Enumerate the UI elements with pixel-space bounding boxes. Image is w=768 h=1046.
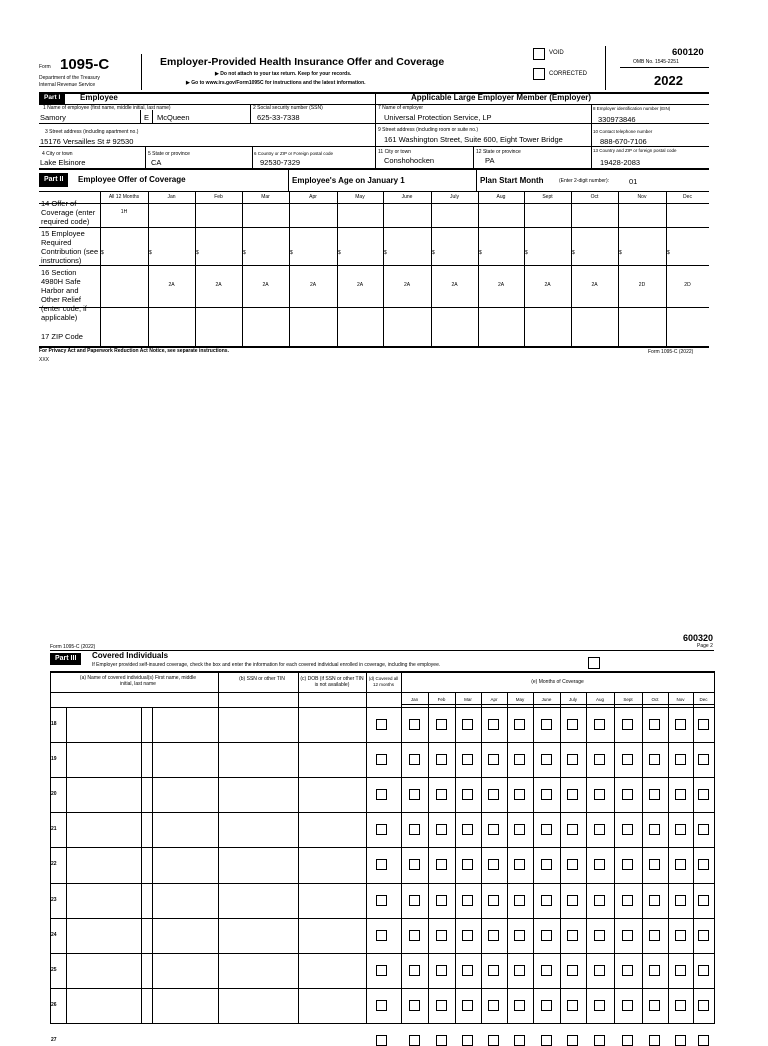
month-coverage-checkbox[interactable]	[622, 754, 633, 765]
month-coverage-checkbox[interactable]	[436, 1000, 447, 1011]
row15-dollar[interactable]: $	[290, 250, 293, 256]
employee-first-name[interactable]: Samory	[40, 113, 66, 122]
part3-month-1: Feb	[437, 697, 446, 702]
row-number: 22	[51, 861, 57, 867]
irs-label: Internal Revenue Service	[39, 82, 96, 88]
month-coverage-checkbox[interactable]	[436, 789, 447, 800]
row15-dollar[interactable]: $	[196, 250, 199, 256]
month-coverage-checkbox[interactable]	[436, 965, 447, 976]
month-coverage-checkbox[interactable]	[675, 859, 686, 870]
month-coverage-checkbox[interactable]	[594, 789, 605, 800]
row15-dollar[interactable]: $	[479, 250, 482, 256]
month-coverage-checkbox[interactable]	[462, 859, 473, 870]
month-coverage-checkbox[interactable]	[567, 824, 578, 835]
month-coverage-checkbox[interactable]	[698, 1035, 709, 1046]
covered-all-12-checkbox[interactable]	[376, 824, 387, 835]
plan-start-month[interactable]: 01	[629, 177, 638, 186]
month-coverage-checkbox[interactable]	[649, 1035, 660, 1046]
month-coverage-checkbox[interactable]	[649, 859, 660, 870]
row17-cell[interactable]	[195, 308, 242, 345]
row-number: 27	[51, 1037, 57, 1043]
covered-all-12-checkbox[interactable]	[376, 930, 387, 941]
part3-instruction: If Employer provided self-insured coverage, check the box and enter the information for each covered individual enrolled in coverage, including the employee.	[92, 662, 441, 668]
employee-last-name[interactable]: McQueen	[157, 113, 190, 122]
row-number: 26	[51, 1002, 57, 1008]
month-coverage-checkbox[interactable]	[541, 859, 552, 870]
dept-treasury: Department of the Treasury	[39, 75, 100, 81]
covered-all-12-checkbox[interactable]	[376, 965, 387, 976]
covered-all-12-checkbox[interactable]	[376, 789, 387, 800]
row15-dollar[interactable]: $	[338, 250, 341, 256]
tax-year: 2022	[654, 73, 683, 88]
row15-dollar[interactable]: $	[101, 250, 104, 256]
month-coverage-checkbox[interactable]	[698, 824, 709, 835]
month-coverage-checkbox[interactable]	[675, 965, 686, 976]
month-coverage-checkbox[interactable]	[622, 930, 633, 941]
month-coverage-checkbox[interactable]	[541, 789, 552, 800]
month-coverage-checkbox[interactable]	[594, 824, 605, 835]
month-coverage-checkbox[interactable]	[462, 1000, 473, 1011]
month-coverage-checkbox[interactable]	[514, 1000, 525, 1011]
part2-label: Part II	[39, 173, 68, 187]
attach-note: ▶ Do not attach to your tax return. Keep for your records.	[215, 71, 352, 77]
month-coverage-checkbox[interactable]	[622, 1000, 633, 1011]
month-coverage-checkbox[interactable]	[594, 965, 605, 976]
form-code: 600120	[672, 47, 704, 58]
month-coverage-checkbox[interactable]	[488, 754, 499, 765]
month-header-3: Mar	[261, 194, 270, 200]
month-coverage-checkbox[interactable]	[622, 1035, 633, 1046]
month-coverage-checkbox[interactable]	[541, 1035, 552, 1046]
month-coverage-checkbox[interactable]	[649, 789, 660, 800]
month-coverage-checkbox[interactable]	[649, 965, 660, 976]
month-coverage-checkbox[interactable]	[675, 930, 686, 941]
month-coverage-checkbox[interactable]	[409, 1000, 420, 1011]
month-coverage-checkbox[interactable]	[594, 719, 605, 730]
month-coverage-checkbox[interactable]	[488, 1000, 499, 1011]
month-coverage-checkbox[interactable]	[649, 824, 660, 835]
row16-cell[interactable]: 2A	[168, 282, 175, 288]
row17-cell[interactable]	[618, 308, 666, 345]
month-coverage-checkbox[interactable]	[567, 930, 578, 941]
covered-all-12-checkbox[interactable]	[376, 754, 387, 765]
field2-label: 2 Social security number (SSN)	[253, 105, 323, 111]
month-coverage-checkbox[interactable]	[675, 789, 686, 800]
month-coverage-checkbox[interactable]	[594, 859, 605, 870]
row16-cell[interactable]: 2A	[309, 282, 317, 288]
row16-cell[interactable]: 2A	[262, 282, 269, 288]
part3-label: Part III	[50, 653, 81, 665]
month-coverage-checkbox[interactable]	[698, 789, 709, 800]
row14-label: 14 Offer of Coverage (enter required code)	[41, 199, 96, 226]
employer-city[interactable]: Conshohocken	[384, 156, 435, 165]
footer-form: Form 1095-C (2022)	[648, 349, 694, 355]
month-coverage-checkbox[interactable]	[622, 859, 633, 870]
month-coverage-checkbox[interactable]	[594, 754, 605, 765]
month-header-5: May	[355, 194, 365, 200]
col-d-header: (d) Covered all 12 months	[368, 676, 399, 687]
month-coverage-checkbox[interactable]	[698, 859, 709, 870]
month-coverage-checkbox[interactable]	[488, 930, 499, 941]
month-coverage-checkbox[interactable]	[462, 824, 473, 835]
employer-street-address[interactable]: 161 Washington Street, Suite 600, Eight Tower Bridge	[384, 135, 563, 144]
row14-cell[interactable]: 1H	[120, 209, 128, 215]
row15-dollar[interactable]: $	[619, 250, 622, 256]
month-coverage-checkbox[interactable]	[488, 1035, 499, 1046]
month-coverage-checkbox[interactable]	[567, 789, 578, 800]
month-header-9: Sept	[542, 194, 553, 200]
part3-month-2: Mar	[464, 697, 472, 702]
employee-heading: Employee	[80, 93, 118, 102]
row17-cell[interactable]	[431, 308, 478, 345]
employee-city[interactable]: Lake Elsinore	[40, 158, 86, 167]
month-coverage-checkbox[interactable]	[541, 1000, 552, 1011]
month-header-6: June	[401, 194, 413, 200]
month-coverage-checkbox[interactable]	[436, 754, 447, 765]
month-coverage-checkbox[interactable]	[436, 824, 447, 835]
row17-cell[interactable]	[289, 308, 337, 345]
month-coverage-checkbox[interactable]	[409, 930, 420, 941]
row17-label: 17 ZIP Code	[41, 332, 83, 341]
month-coverage-checkbox[interactable]	[541, 965, 552, 976]
form-number: 1095-C	[60, 56, 110, 73]
row17-cell[interactable]	[478, 308, 524, 345]
employer-ein[interactable]: 330973846	[598, 115, 636, 124]
page2-number: Page 2	[697, 643, 713, 649]
corrected-label: CORRECTED	[549, 71, 588, 77]
row16-cell[interactable]: 2D	[684, 282, 691, 288]
col-b-header: (b) SSN or other TIN	[239, 676, 285, 682]
field11-label: 11 City or town	[378, 149, 411, 155]
month-coverage-checkbox[interactable]	[649, 754, 660, 765]
month-coverage-checkbox[interactable]	[409, 965, 420, 976]
month-coverage-checkbox[interactable]	[541, 930, 552, 941]
part3-month-5: June	[541, 697, 552, 702]
row17-cell[interactable]	[571, 308, 618, 345]
month-header-4: Apr	[309, 194, 317, 200]
part3-month-3: Apr	[490, 697, 498, 702]
col-c-header: (c) DOB (if SSN or other TIN is not available)	[300, 676, 364, 688]
employer-state[interactable]: PA	[485, 156, 495, 165]
month-coverage-checkbox[interactable]	[622, 895, 633, 906]
field9-label: 9 Street address (including room or suite no.)	[378, 127, 479, 133]
month-coverage-checkbox[interactable]	[488, 965, 499, 976]
col-e-header: (e) Months of Coverage	[531, 679, 584, 685]
month-coverage-checkbox[interactable]	[462, 1035, 473, 1046]
month-coverage-checkbox[interactable]	[698, 719, 709, 730]
month-coverage-checkbox[interactable]	[514, 895, 525, 906]
employer-heading: Applicable Large Employer Member (Employer)	[411, 93, 592, 102]
part3-month-4: May	[515, 697, 525, 702]
part3-month-11: Dec	[699, 697, 708, 702]
plan-start-heading: Plan Start Month	[480, 176, 544, 185]
row17-cell[interactable]	[666, 308, 709, 345]
covered-all-12-checkbox[interactable]	[376, 1000, 387, 1011]
month-coverage-checkbox[interactable]	[488, 859, 499, 870]
row16-cell[interactable]: 2A	[215, 282, 222, 288]
month-coverage-checkbox[interactable]	[488, 789, 499, 800]
month-coverage-checkbox[interactable]	[409, 754, 420, 765]
row17-cell[interactable]	[524, 308, 571, 345]
month-coverage-checkbox[interactable]	[675, 824, 686, 835]
row-number: 20	[51, 791, 57, 797]
month-coverage-checkbox[interactable]	[567, 1000, 578, 1011]
month-coverage-checkbox[interactable]	[594, 1035, 605, 1046]
month-coverage-checkbox[interactable]	[622, 824, 633, 835]
void-label: VOID	[549, 50, 564, 56]
month-coverage-checkbox[interactable]	[622, 965, 633, 976]
employer-name[interactable]: Universal Protection Service, LP	[384, 113, 492, 122]
month-coverage-checkbox[interactable]	[675, 1000, 686, 1011]
month-coverage-checkbox[interactable]	[675, 1035, 686, 1046]
month-coverage-checkbox[interactable]	[462, 789, 473, 800]
month-coverage-checkbox[interactable]	[409, 789, 420, 800]
row16-cell[interactable]: 2A	[451, 282, 458, 288]
month-coverage-checkbox[interactable]	[409, 1035, 420, 1046]
part3-month-7: Aug	[595, 697, 604, 702]
month-coverage-checkbox[interactable]	[462, 754, 473, 765]
field8-label: 8 Employer identification number (EIN)	[593, 106, 671, 111]
month-coverage-checkbox[interactable]	[462, 719, 473, 730]
row15-dollar[interactable]: $	[572, 250, 575, 256]
row17-cell[interactable]	[148, 308, 195, 345]
month-coverage-checkbox[interactable]	[488, 824, 499, 835]
website-note: ▶ Go to www.irs.gov/Form1095C for instructions and the latest information.	[186, 80, 366, 86]
month-coverage-checkbox[interactable]	[514, 965, 525, 976]
omb-number: OMB No. 1545-2251	[633, 59, 679, 65]
month-coverage-checkbox[interactable]	[567, 965, 578, 976]
row17-cell[interactable]	[337, 308, 383, 345]
row15-dollar[interactable]: $	[243, 250, 246, 256]
covered-all-12-checkbox[interactable]	[376, 859, 387, 870]
field5-label: 5 State or province	[148, 151, 190, 157]
month-coverage-checkbox[interactable]	[649, 1000, 660, 1011]
month-coverage-checkbox[interactable]	[462, 965, 473, 976]
covered-all-12-checkbox[interactable]	[376, 719, 387, 730]
month-header-11: Nov	[637, 194, 647, 200]
field3-label: 3 Street address (including apartment no.)	[45, 129, 139, 135]
part3-month-0: Jan	[410, 697, 419, 702]
form-label: Form	[39, 64, 51, 70]
month-coverage-checkbox[interactable]	[436, 1035, 447, 1046]
month-coverage-checkbox[interactable]	[698, 1000, 709, 1011]
month-header-7: July	[450, 194, 459, 200]
month-coverage-checkbox[interactable]	[649, 895, 660, 906]
month-coverage-checkbox[interactable]	[567, 895, 578, 906]
row16-cell[interactable]: 2A	[544, 282, 551, 288]
month-coverage-checkbox[interactable]	[622, 719, 633, 730]
month-coverage-checkbox[interactable]	[698, 754, 709, 765]
employee-state[interactable]: CA	[151, 158, 162, 167]
month-coverage-checkbox[interactable]	[541, 754, 552, 765]
month-coverage-checkbox[interactable]	[698, 895, 709, 906]
row16-cell[interactable]: 2A	[356, 282, 364, 288]
month-coverage-checkbox[interactable]	[488, 719, 499, 730]
page2-form-label: Form 1095-C (2022)	[50, 644, 96, 650]
privacy-notice: For Privacy Act and Paperwork Reduction Act Notice, see separate instructions.	[39, 348, 229, 354]
month-coverage-checkbox[interactable]	[675, 895, 686, 906]
month-header-0: All 12 Months	[108, 194, 140, 200]
month-coverage-checkbox[interactable]	[436, 719, 447, 730]
field7-label: 7 Name of employer	[378, 105, 424, 111]
plan-start-hint: (Enter 2-digit number):	[559, 178, 610, 184]
form-title: Employer-Provided Health Insurance Offer and Coverage	[160, 56, 445, 68]
field1-label: 1 Name of employee (first name, middle initial, last name)	[43, 105, 171, 111]
employee-middle-initial[interactable]: E	[144, 113, 150, 122]
month-coverage-checkbox[interactable]	[622, 789, 633, 800]
field10-label: 10 Contact telephone number	[593, 129, 653, 134]
month-coverage-checkbox[interactable]	[514, 930, 525, 941]
part3-month-10: Nov	[676, 697, 685, 702]
part3-month-9: Oct	[651, 697, 659, 702]
month-coverage-checkbox[interactable]	[514, 824, 525, 835]
employee-zip[interactable]: 92530-7329	[260, 158, 301, 167]
part3-month-6: July	[568, 697, 577, 702]
row-number: 24	[51, 932, 57, 938]
row15-dollar[interactable]: $	[667, 250, 670, 256]
field6-label: 6 Country or ZIP or Foreign postal code	[254, 151, 333, 156]
month-coverage-checkbox[interactable]	[541, 719, 552, 730]
month-coverage-checkbox[interactable]	[567, 719, 578, 730]
month-coverage-checkbox[interactable]	[436, 895, 447, 906]
row16-cell[interactable]: 2A	[591, 282, 598, 288]
month-coverage-checkbox[interactable]	[514, 859, 525, 870]
covered-all-12-checkbox[interactable]	[376, 1035, 387, 1046]
month-coverage-checkbox[interactable]	[649, 930, 660, 941]
month-coverage-checkbox[interactable]	[409, 824, 420, 835]
part1-label: Part I	[39, 92, 65, 104]
row-number: 18	[51, 721, 57, 727]
row15-dollar[interactable]: $	[432, 250, 435, 256]
month-coverage-checkbox[interactable]	[514, 789, 525, 800]
covered-all-12-checkbox[interactable]	[376, 895, 387, 906]
month-coverage-checkbox[interactable]	[567, 754, 578, 765]
month-coverage-checkbox[interactable]	[488, 895, 499, 906]
month-header-12: Dec	[683, 194, 692, 200]
month-header-8: Aug	[496, 194, 506, 200]
row17-cell[interactable]	[100, 308, 148, 345]
corrected-checkbox[interactable]	[533, 68, 545, 80]
employer-zip[interactable]: 19428-2083	[600, 158, 641, 167]
covered-heading: Covered Individuals	[92, 651, 169, 660]
month-coverage-checkbox[interactable]	[514, 1035, 525, 1046]
void-checkbox[interactable]	[533, 48, 545, 60]
employee-ssn[interactable]: 625-33-7338	[257, 113, 300, 122]
month-coverage-checkbox[interactable]	[567, 1035, 578, 1046]
month-coverage-checkbox[interactable]	[462, 930, 473, 941]
page2-code: 600320	[683, 633, 714, 643]
row15-dollar[interactable]: $	[149, 250, 152, 256]
month-coverage-checkbox[interactable]	[698, 930, 709, 941]
row15-dollar[interactable]: $	[525, 250, 528, 256]
row16-cell[interactable]: 2A	[403, 282, 411, 288]
month-header-2: Feb	[214, 194, 223, 200]
xxx-label: XXX	[39, 357, 50, 363]
month-coverage-checkbox[interactable]	[409, 895, 420, 906]
age-heading: Employee's Age on January 1	[292, 176, 405, 185]
employer-phone[interactable]: 888-670-7106	[600, 137, 647, 146]
month-coverage-checkbox[interactable]	[675, 719, 686, 730]
field12-label: 12 State or province	[476, 149, 521, 155]
month-coverage-checkbox[interactable]	[436, 930, 447, 941]
field4-label: 4 City or town	[42, 151, 73, 157]
month-header-1: Jan	[167, 194, 176, 200]
month-coverage-checkbox[interactable]	[567, 859, 578, 870]
row15-label: 15 Employee Required Contribution (see instructions)	[41, 229, 99, 265]
month-header-10: Oct	[590, 194, 599, 200]
month-coverage-checkbox[interactable]	[514, 754, 525, 765]
month-coverage-checkbox[interactable]	[594, 930, 605, 941]
month-coverage-checkbox[interactable]	[409, 859, 420, 870]
col-a-header: (a) Name of covered individual(s) First name, middle initial, last name	[79, 675, 197, 687]
row-number: 19	[51, 756, 57, 762]
month-coverage-checkbox[interactable]	[594, 895, 605, 906]
row17-cell[interactable]	[242, 308, 289, 345]
employee-street-address[interactable]: 15176 Versailles St # 92530	[40, 137, 134, 146]
row16-cell[interactable]: 2A	[497, 282, 505, 288]
row-number: 21	[51, 826, 57, 832]
month-coverage-checkbox[interactable]	[698, 965, 709, 976]
month-coverage-checkbox[interactable]	[594, 1000, 605, 1011]
row16-label: 16 Section 4980H Safe Harbor and Other Relief (enter code, if applicable)	[41, 268, 87, 322]
row15-dollar[interactable]: $	[384, 250, 387, 256]
month-coverage-checkbox[interactable]	[514, 719, 525, 730]
self-insured-checkbox[interactable]	[588, 657, 600, 669]
part3-month-8: Sept	[623, 697, 633, 702]
month-coverage-checkbox[interactable]	[541, 895, 552, 906]
field13-label: 13 Country and ZIP or foreign postal code	[593, 148, 677, 153]
row16-cell[interactable]: 2D	[638, 282, 646, 288]
month-coverage-checkbox[interactable]	[462, 895, 473, 906]
month-coverage-checkbox[interactable]	[436, 859, 447, 870]
offer-heading: Employee Offer of Coverage	[78, 175, 186, 184]
month-coverage-checkbox[interactable]	[541, 824, 552, 835]
month-coverage-checkbox[interactable]	[409, 719, 420, 730]
row-number: 25	[51, 967, 57, 973]
month-coverage-checkbox[interactable]	[649, 719, 660, 730]
month-coverage-checkbox[interactable]	[675, 754, 686, 765]
row17-cell[interactable]	[383, 308, 431, 345]
row-number: 23	[51, 897, 57, 903]
